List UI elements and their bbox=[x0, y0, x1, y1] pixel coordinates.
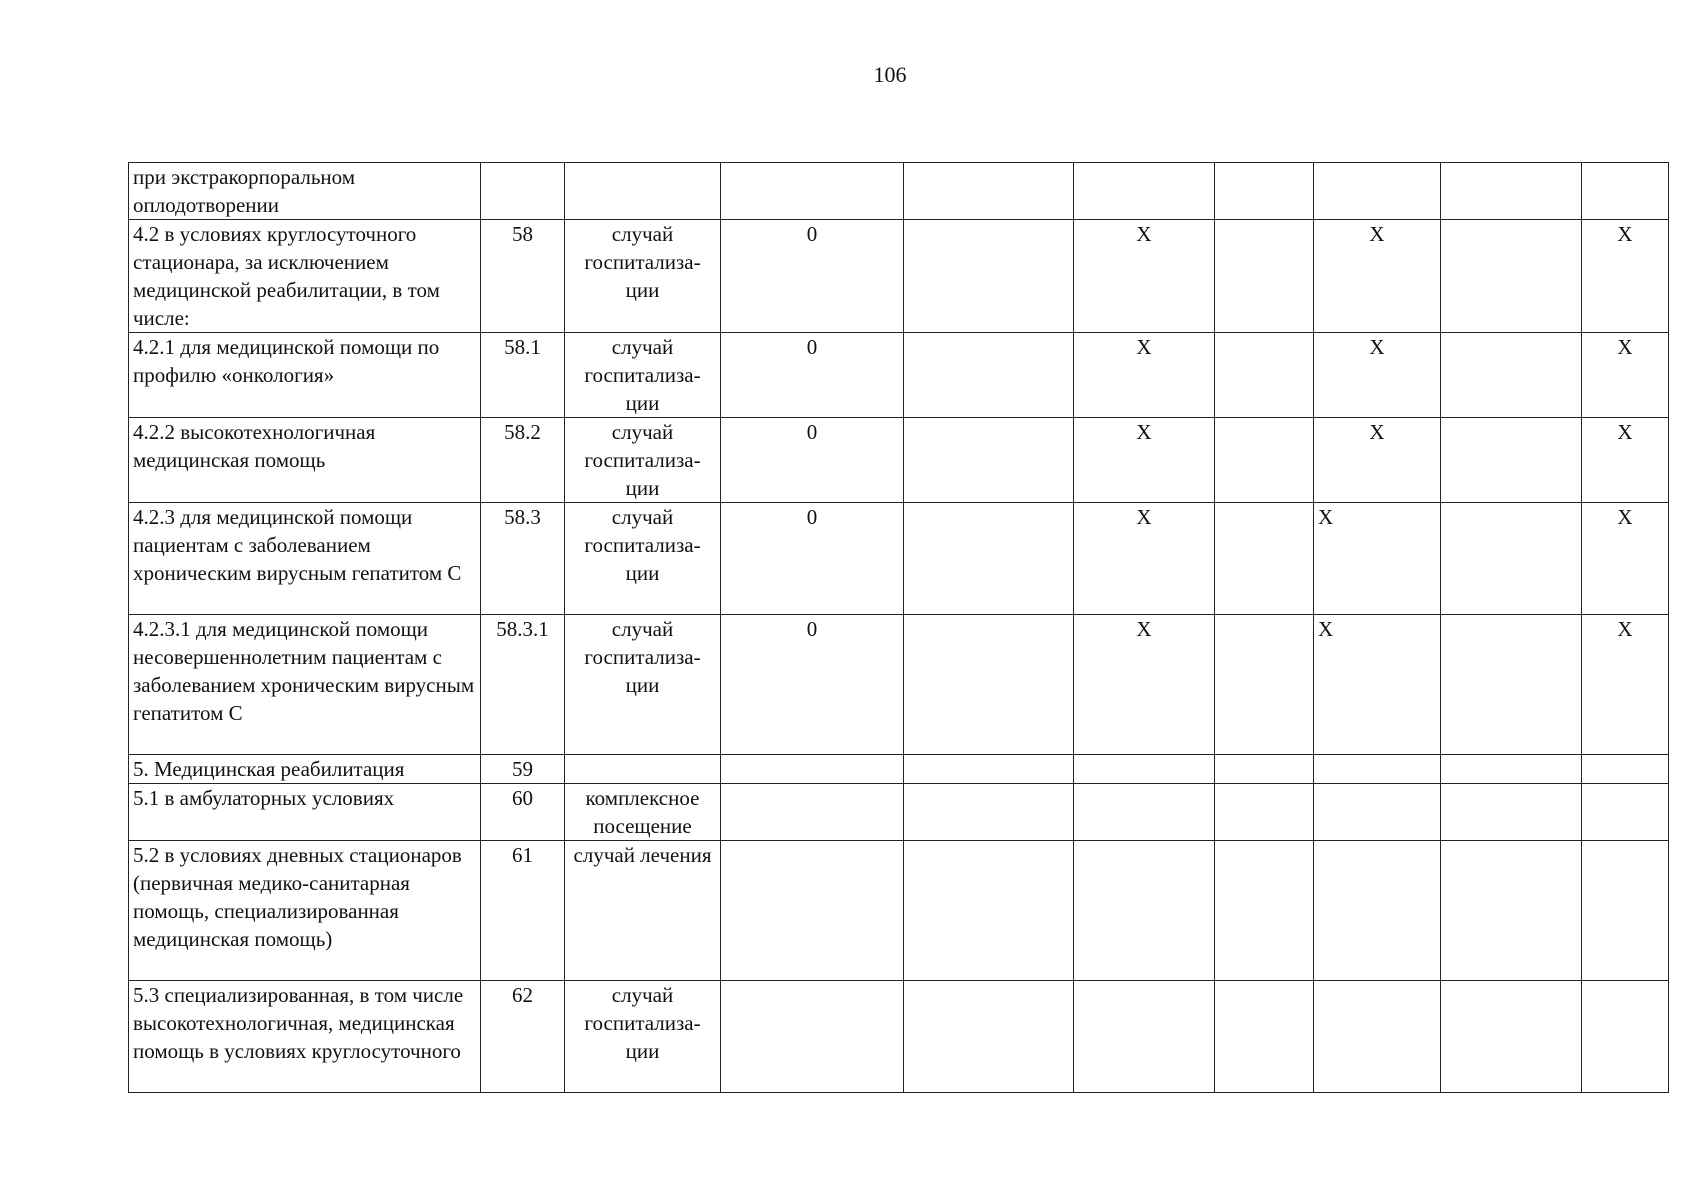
row-code-cell: 62 bbox=[481, 981, 565, 1093]
row-col6-cell: X bbox=[1074, 333, 1215, 418]
row-col7-cell bbox=[1215, 784, 1314, 841]
row-col6-cell: X bbox=[1074, 418, 1215, 503]
page-number: 106 bbox=[873, 62, 907, 87]
row-name-cell: 5.2 в условиях дневных стационаров (первичная медико-санитарная помощь, специализированная медицинская помощь) bbox=[129, 841, 481, 981]
row-unit-cell: комплексное посещение bbox=[565, 784, 721, 841]
row-col9-cell bbox=[1441, 784, 1582, 841]
row-col5-cell bbox=[904, 615, 1074, 755]
row-col10-cell: X bbox=[1582, 220, 1669, 333]
row-col7-cell bbox=[1215, 755, 1314, 784]
row-col7-cell bbox=[1215, 615, 1314, 755]
row-col9-cell bbox=[1441, 333, 1582, 418]
row-unit-cell: случай госпитализа-ции bbox=[565, 615, 721, 755]
row-col7-cell bbox=[1215, 333, 1314, 418]
table-row bbox=[129, 615, 1669, 755]
row-col5-cell bbox=[904, 981, 1074, 1093]
row-col10-cell: X bbox=[1582, 503, 1669, 615]
row-col8-cell bbox=[1314, 784, 1441, 841]
row-value-cell: 0 bbox=[721, 333, 904, 418]
row-code-cell: 61 bbox=[481, 841, 565, 981]
row-col6-cell bbox=[1074, 163, 1215, 220]
row-col5-cell bbox=[904, 220, 1074, 333]
row-col8-cell: X bbox=[1314, 418, 1441, 503]
row-code-cell: 58 bbox=[481, 220, 565, 333]
row-col9-cell bbox=[1441, 503, 1582, 615]
table-row bbox=[129, 784, 1669, 841]
row-col7-cell bbox=[1215, 841, 1314, 981]
row-unit-cell bbox=[565, 755, 721, 784]
row-col8-cell bbox=[1314, 163, 1441, 220]
row-unit-cell: случай госпитализа-ции bbox=[565, 333, 721, 418]
row-col7-cell bbox=[1215, 503, 1314, 615]
table-row bbox=[129, 841, 1669, 981]
row-col10-cell bbox=[1582, 841, 1669, 981]
row-name-cell: при экстракорпоральном оплодотворении bbox=[129, 163, 481, 220]
row-col10-cell bbox=[1582, 981, 1669, 1093]
row-value-cell bbox=[721, 163, 904, 220]
row-col8-cell bbox=[1314, 981, 1441, 1093]
row-col6-cell bbox=[1074, 784, 1215, 841]
row-value-cell bbox=[721, 784, 904, 841]
row-unit-cell: случай госпитализа-ции bbox=[565, 981, 721, 1093]
row-col5-cell bbox=[904, 333, 1074, 418]
row-value-cell: 0 bbox=[721, 220, 904, 333]
row-value-cell: 0 bbox=[721, 503, 904, 615]
row-col5-cell bbox=[904, 503, 1074, 615]
row-col10-cell bbox=[1582, 755, 1669, 784]
row-col9-cell bbox=[1441, 163, 1582, 220]
row-code-cell bbox=[481, 163, 565, 220]
row-col5-cell bbox=[904, 841, 1074, 981]
table-row bbox=[129, 220, 1669, 333]
row-code-cell: 58.3.1 bbox=[481, 615, 565, 755]
table-row bbox=[129, 418, 1669, 503]
row-col6-cell: X bbox=[1074, 503, 1215, 615]
row-col9-cell bbox=[1441, 981, 1582, 1093]
row-col6-cell bbox=[1074, 981, 1215, 1093]
row-unit-cell: случай госпитализа-ции bbox=[565, 220, 721, 333]
row-col10-cell bbox=[1582, 163, 1669, 220]
row-value-cell: 0 bbox=[721, 615, 904, 755]
row-col7-cell bbox=[1215, 163, 1314, 220]
row-name-cell: 4.2.3 для медицинской помощи пациентам с заболеванием хроническим вирусным гепатитом С bbox=[129, 503, 481, 615]
row-value-cell bbox=[721, 841, 904, 981]
row-code-cell: 58.1 bbox=[481, 333, 565, 418]
row-code-cell: 59 bbox=[481, 755, 565, 784]
row-col7-cell bbox=[1215, 981, 1314, 1093]
row-col6-cell bbox=[1074, 755, 1215, 784]
row-col7-cell bbox=[1215, 418, 1314, 503]
row-col8-cell bbox=[1314, 841, 1441, 981]
row-unit-cell: случай госпитализа-ции bbox=[565, 418, 721, 503]
table-row bbox=[129, 503, 1669, 615]
table-row bbox=[129, 333, 1669, 418]
row-code-cell: 58.3 bbox=[481, 503, 565, 615]
row-unit-cell: случай лечения bbox=[565, 841, 721, 981]
row-col8-cell bbox=[1314, 755, 1441, 784]
row-col5-cell bbox=[904, 418, 1074, 503]
table-row bbox=[129, 755, 1669, 784]
row-col5-cell bbox=[904, 784, 1074, 841]
row-col9-cell bbox=[1441, 841, 1582, 981]
row-name-cell: 4.2 в условиях круглосуточного стационара, за исключением медицинской реабилитации, в том числе: bbox=[129, 220, 481, 333]
row-col9-cell bbox=[1441, 755, 1582, 784]
row-name-cell: 4.2.2 высокотехнологичная медицинская помощь bbox=[129, 418, 481, 503]
row-col8-cell: X bbox=[1314, 220, 1441, 333]
row-unit-cell: случай госпитализа-ции bbox=[565, 503, 721, 615]
row-code-cell: 60 bbox=[481, 784, 565, 841]
row-col9-cell bbox=[1441, 615, 1582, 755]
row-col6-cell: X bbox=[1074, 220, 1215, 333]
row-unit-cell bbox=[565, 163, 721, 220]
row-col10-cell bbox=[1582, 784, 1669, 841]
row-name-cell: 4.2.3.1 для медицинской помощи несовершеннолетним пациентам с заболеванием хроническим вирусным гепатитом С bbox=[129, 615, 481, 755]
row-name-cell: 5.1 в амбулаторных условиях bbox=[129, 784, 481, 841]
row-value-cell: 0 bbox=[721, 418, 904, 503]
row-col6-cell bbox=[1074, 841, 1215, 981]
row-name-cell: 5. Медицинская реабилитация bbox=[129, 755, 481, 784]
row-value-cell bbox=[721, 755, 904, 784]
row-value-cell bbox=[721, 981, 904, 1093]
row-col5-cell bbox=[904, 755, 1074, 784]
row-col8-cell: X bbox=[1314, 615, 1441, 755]
row-name-cell: 5.3 специализированная, в том числе высокотехнологичная, медицинская помощь в условиях круглосуточного bbox=[129, 981, 481, 1093]
row-col10-cell: X bbox=[1582, 333, 1669, 418]
row-col9-cell bbox=[1441, 220, 1582, 333]
row-col10-cell: X bbox=[1582, 418, 1669, 503]
row-name-cell: 4.2.1 для медицинской помощи по профилю «онкология» bbox=[129, 333, 481, 418]
table-row bbox=[129, 163, 1669, 220]
row-col6-cell: X bbox=[1074, 615, 1215, 755]
row-col7-cell bbox=[1215, 220, 1314, 333]
row-col10-cell: X bbox=[1582, 615, 1669, 755]
row-code-cell: 58.2 bbox=[481, 418, 565, 503]
row-col8-cell: X bbox=[1314, 333, 1441, 418]
table-row bbox=[129, 981, 1669, 1093]
row-col5-cell bbox=[904, 163, 1074, 220]
row-col8-cell: X bbox=[1314, 503, 1441, 615]
data-table bbox=[128, 162, 1669, 1093]
row-col9-cell bbox=[1441, 418, 1582, 503]
